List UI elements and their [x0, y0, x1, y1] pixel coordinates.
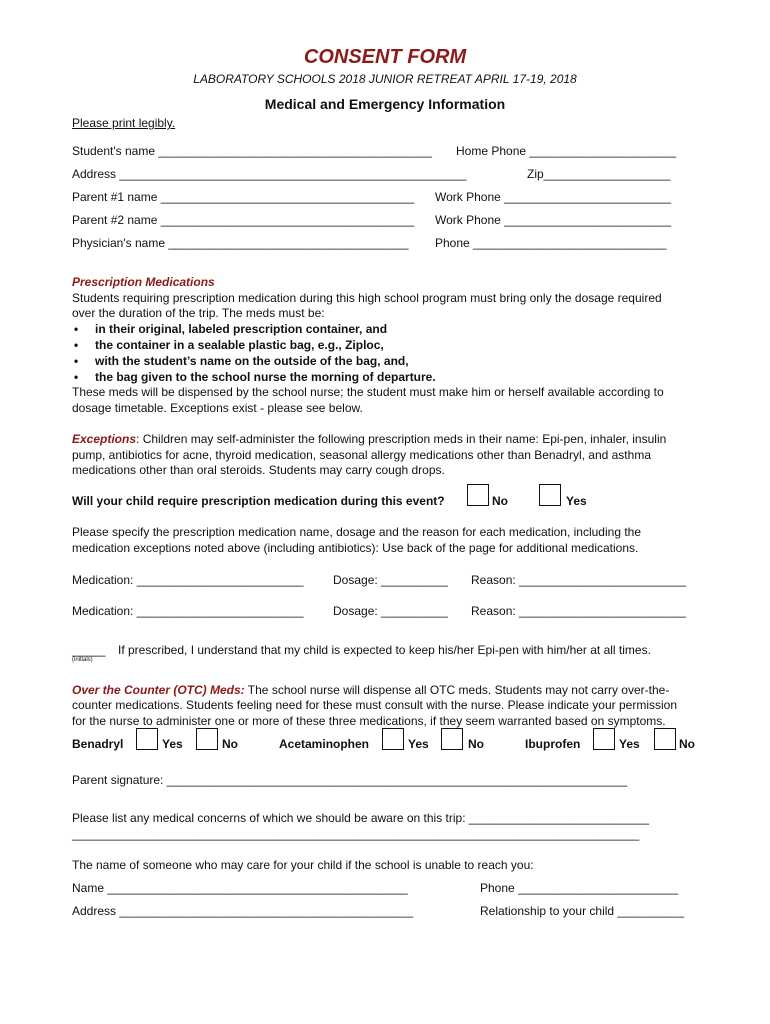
emergency-phone-field[interactable]: Phone ________________________	[480, 881, 679, 895]
section-title: Medical and Emergency Information	[264, 96, 506, 112]
exceptions-text-2: pump, antibiotics for acne, thyroid medication, seasonal allergy medications other than Benadryl, and asthma	[72, 448, 651, 462]
prescription-bullet-4: the bag given to the school nurse the morning of departure.	[95, 370, 436, 384]
prescription-question: Will your child require prescription medication during this event?	[72, 494, 445, 508]
bullet-icon: •	[74, 370, 79, 384]
benadryl-yes-label: Yes	[162, 737, 183, 751]
medication-field[interactable]: Medication: _________________________	[72, 604, 304, 618]
benadryl-yes-checkbox[interactable]	[136, 728, 158, 750]
otc-med-acetaminophen: Acetaminophen	[279, 737, 370, 751]
ibuprofen-yes-checkbox[interactable]	[593, 728, 615, 750]
prescription-text-3: These meds will be dispensed by the school nurse; the student must make him or herself available according to	[72, 385, 664, 399]
reason-field[interactable]: Reason: _________________________	[471, 573, 686, 587]
form-subtitle: LABORATORY SCHOOLS 2018 JUNIOR RETREAT APRIL 17-19, 2018	[193, 72, 577, 86]
physician-name-field[interactable]: Physician's name ____________________________________	[72, 236, 409, 250]
no-checkbox[interactable]	[467, 484, 489, 506]
parent2-work-phone-field[interactable]: Work Phone _________________________	[435, 213, 671, 227]
medication-field[interactable]: Medication: _________________________	[72, 573, 304, 587]
prescription-bullet-1: in their original, labeled prescription container, and	[95, 322, 388, 336]
initials-label: (initials)	[72, 657, 93, 663]
physician-phone-field[interactable]: Phone _____________________________	[435, 236, 667, 250]
prescription-heading: Prescription Medications	[72, 275, 215, 289]
no-label: No	[492, 494, 508, 508]
yes-checkbox[interactable]	[539, 484, 561, 506]
parent-signature-field[interactable]: Parent signature: _____________________________________________________________________	[72, 773, 628, 787]
exceptions-line-1	[72, 432, 666, 446]
otc-label: Over the Counter (OTC) Meds:	[72, 683, 245, 697]
reason-field[interactable]: Reason: _________________________	[471, 604, 686, 618]
benadryl-no-checkbox[interactable]	[196, 728, 218, 750]
epipen-text: If prescribed, I understand that my child is expected to keep his/her Epi-pen with him/her at all times.	[118, 643, 651, 657]
bullet-icon: •	[74, 354, 79, 368]
prescription-text-4: dosage timetable. Exceptions exist - please see below.	[72, 401, 363, 415]
acetaminophen-yes-label: Yes	[408, 737, 429, 751]
otc-line-1	[72, 683, 669, 697]
medical-concerns-line-2[interactable]: _____________________________________________________________________________________	[72, 827, 640, 841]
epipen-initials-field[interactable]: _____	[72, 643, 106, 657]
benadryl-no-label: No	[222, 737, 238, 751]
emergency-name-field[interactable]: Name _____________________________________________	[72, 881, 408, 895]
otc-med-ibuprofen: Ibuprofen	[525, 737, 581, 751]
emergency-relationship-field[interactable]: Relationship to your child __________	[480, 904, 685, 918]
student-name-field[interactable]: Student's name _________________________________________	[72, 144, 432, 158]
parent2-name-field[interactable]: Parent #2 name ______________________________________	[72, 213, 415, 227]
parent1-name-field[interactable]: Parent #1 name ______________________________________	[72, 190, 415, 204]
emergency-intro: The name of someone who may care for your child if the school is unable to reach you:	[72, 858, 534, 872]
form-title: CONSENT FORM	[303, 46, 467, 68]
exceptions-text-3: medications other than oral steroids. Students may carry cough drops.	[72, 463, 445, 477]
print-note: Please print legibly.	[72, 116, 176, 130]
otc-med-benadryl: Benadryl	[72, 737, 124, 751]
ibuprofen-no-checkbox[interactable]	[654, 728, 676, 750]
acetaminophen-no-label: No	[468, 737, 484, 751]
dosage-field[interactable]: Dosage: __________	[333, 573, 448, 587]
otc-text-2: counter medications. Students feeling need for these must consult with the nurse. Please indicate your permission	[72, 698, 677, 712]
prescription-text-2: over the duration of the trip. The meds must be:	[72, 306, 325, 320]
dosage-field[interactable]: Dosage: __________	[333, 604, 448, 618]
prescription-text-1: Students requiring prescription medication during this high school program must bring only the dosage required	[72, 291, 662, 305]
emergency-address-field[interactable]: Address ____________________________________________	[72, 904, 414, 918]
acetaminophen-no-checkbox[interactable]	[441, 728, 463, 750]
parent1-work-phone-field[interactable]: Work Phone _________________________	[435, 190, 671, 204]
exceptions-label: Exceptions	[72, 432, 137, 446]
specify-text-2: medication exceptions noted above (including antibiotics): Use back of the page for additional medications.	[72, 541, 639, 555]
bullet-icon: •	[74, 338, 79, 352]
bullet-icon: •	[74, 322, 79, 336]
home-phone-field[interactable]: Home Phone ______________________	[456, 144, 677, 158]
prescription-bullet-3: with the student’s name on the outside of the bag, and,	[95, 354, 409, 368]
medical-concerns-field[interactable]: Please list any medical concerns of which we should be aware on this trip: ___________________________	[72, 811, 650, 825]
yes-label: Yes	[566, 494, 587, 508]
specify-text-1: Please specify the prescription medication name, dosage and the reason for each medication, including the	[72, 525, 642, 539]
exceptions-text-1: : Children may self-administer the following prescription meds in their name: Epi-pen, inhaler, insulin	[136, 432, 667, 446]
ibuprofen-no-label: No	[679, 737, 695, 751]
acetaminophen-yes-checkbox[interactable]	[382, 728, 404, 750]
otc-text-3: for the nurse to administer one or more of these three medications, if they seem warranted based on symptoms.	[72, 714, 666, 728]
otc-text-1: The school nurse will dispense all OTC meds. Students may not carry over-the-	[244, 683, 670, 697]
prescription-bullet-2: the container in a sealable plastic bag, e.g., Ziploc,	[95, 338, 384, 352]
zip-field[interactable]: Zip___________________	[527, 167, 671, 181]
address-field[interactable]: Address ____________________________________________________	[72, 167, 467, 181]
ibuprofen-yes-label: Yes	[619, 737, 640, 751]
